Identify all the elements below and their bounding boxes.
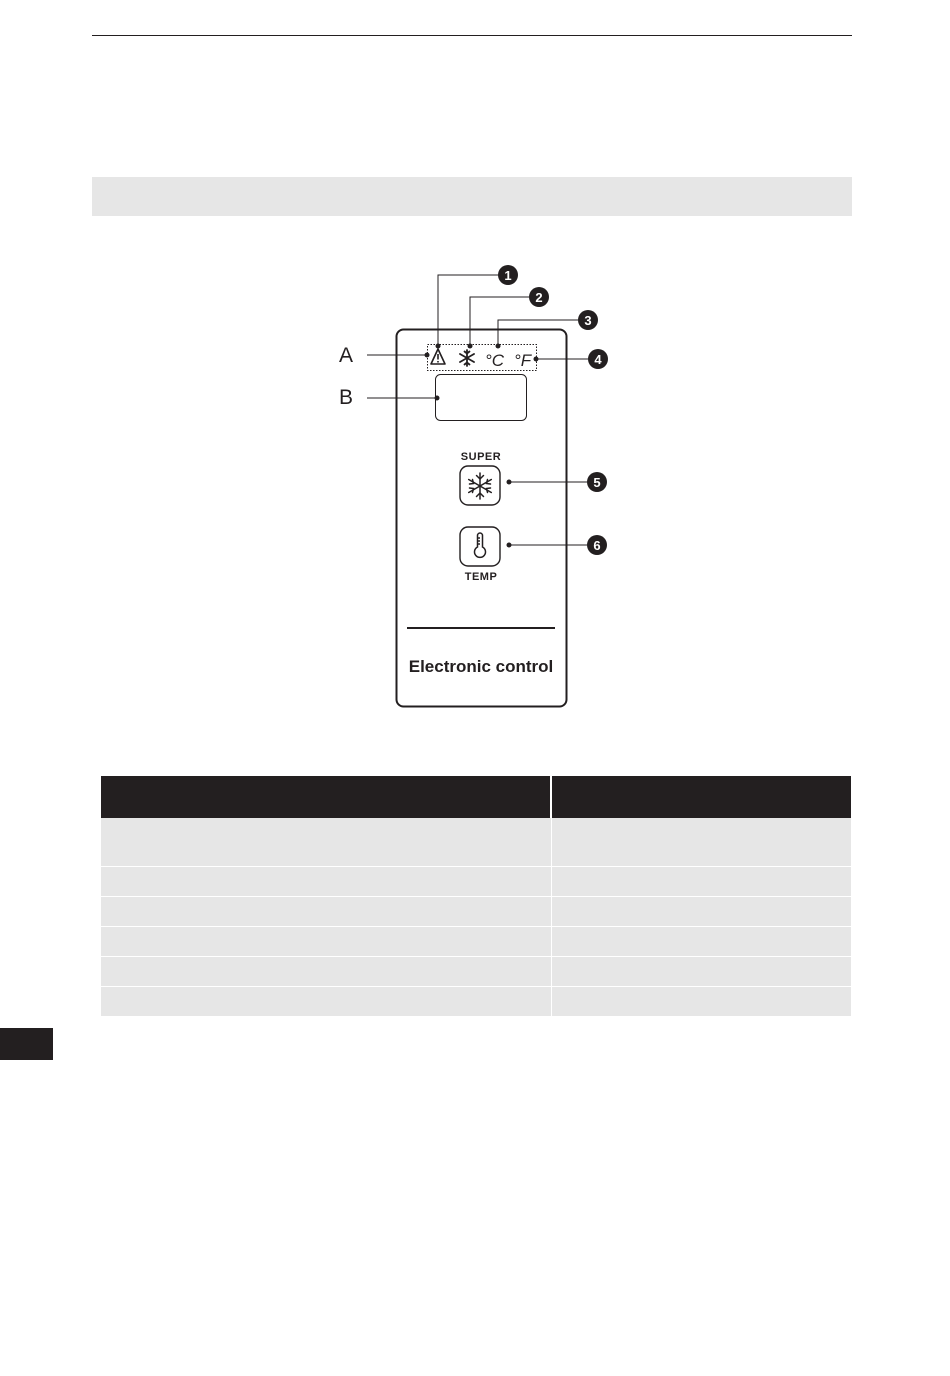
table-row: [101, 867, 851, 897]
table-row: [101, 927, 851, 957]
table-row: [101, 987, 851, 1017]
callout-4-number: 4: [594, 352, 602, 367]
function-table: [101, 776, 851, 1017]
table-cell: [551, 957, 851, 987]
warning-icon: [431, 349, 445, 364]
table-header-cell: [551, 776, 851, 818]
table-cell: [551, 818, 851, 867]
panel-title: Electronic control: [408, 657, 554, 676]
snowflake-icon: [460, 350, 474, 366]
table-cell: [551, 987, 851, 1017]
digital-display: [436, 375, 527, 421]
callout-6-number: 6: [593, 538, 601, 553]
table-cell: [551, 867, 851, 897]
callout-1-number: 1: [504, 268, 512, 283]
table-cell: [551, 927, 851, 957]
callout-1: [498, 265, 518, 285]
fahrenheit-icon: °F: [514, 351, 532, 370]
table-cell: [101, 897, 551, 927]
celsius-icon: °C: [485, 351, 505, 370]
label-a: A: [339, 344, 354, 367]
table-cell: [101, 927, 551, 957]
label-b: B: [339, 386, 354, 409]
table-row: [101, 897, 851, 927]
callout-5: [587, 472, 607, 492]
control-panel-outline: [397, 330, 567, 707]
table-row: [101, 818, 851, 867]
callout-2-number: 2: [535, 290, 543, 305]
super-label: SUPER: [460, 451, 502, 463]
table-cell: [101, 867, 551, 897]
callout-5-number: 5: [593, 475, 601, 490]
page-side-tab: [0, 1028, 53, 1060]
table-cell: [101, 818, 551, 867]
callout-6: [587, 535, 607, 555]
callout-3-number: 3: [584, 313, 592, 328]
temp-label: TEMP: [464, 571, 498, 583]
table-header-row: [101, 776, 851, 818]
table-row: [101, 957, 851, 987]
callout-4: [588, 349, 608, 369]
callout-3: [578, 310, 598, 330]
table-cell: [101, 957, 551, 987]
table-header-cell: [101, 776, 551, 818]
table-cell: [101, 987, 551, 1017]
callout-2: [529, 287, 549, 307]
table-cell: [551, 897, 851, 927]
